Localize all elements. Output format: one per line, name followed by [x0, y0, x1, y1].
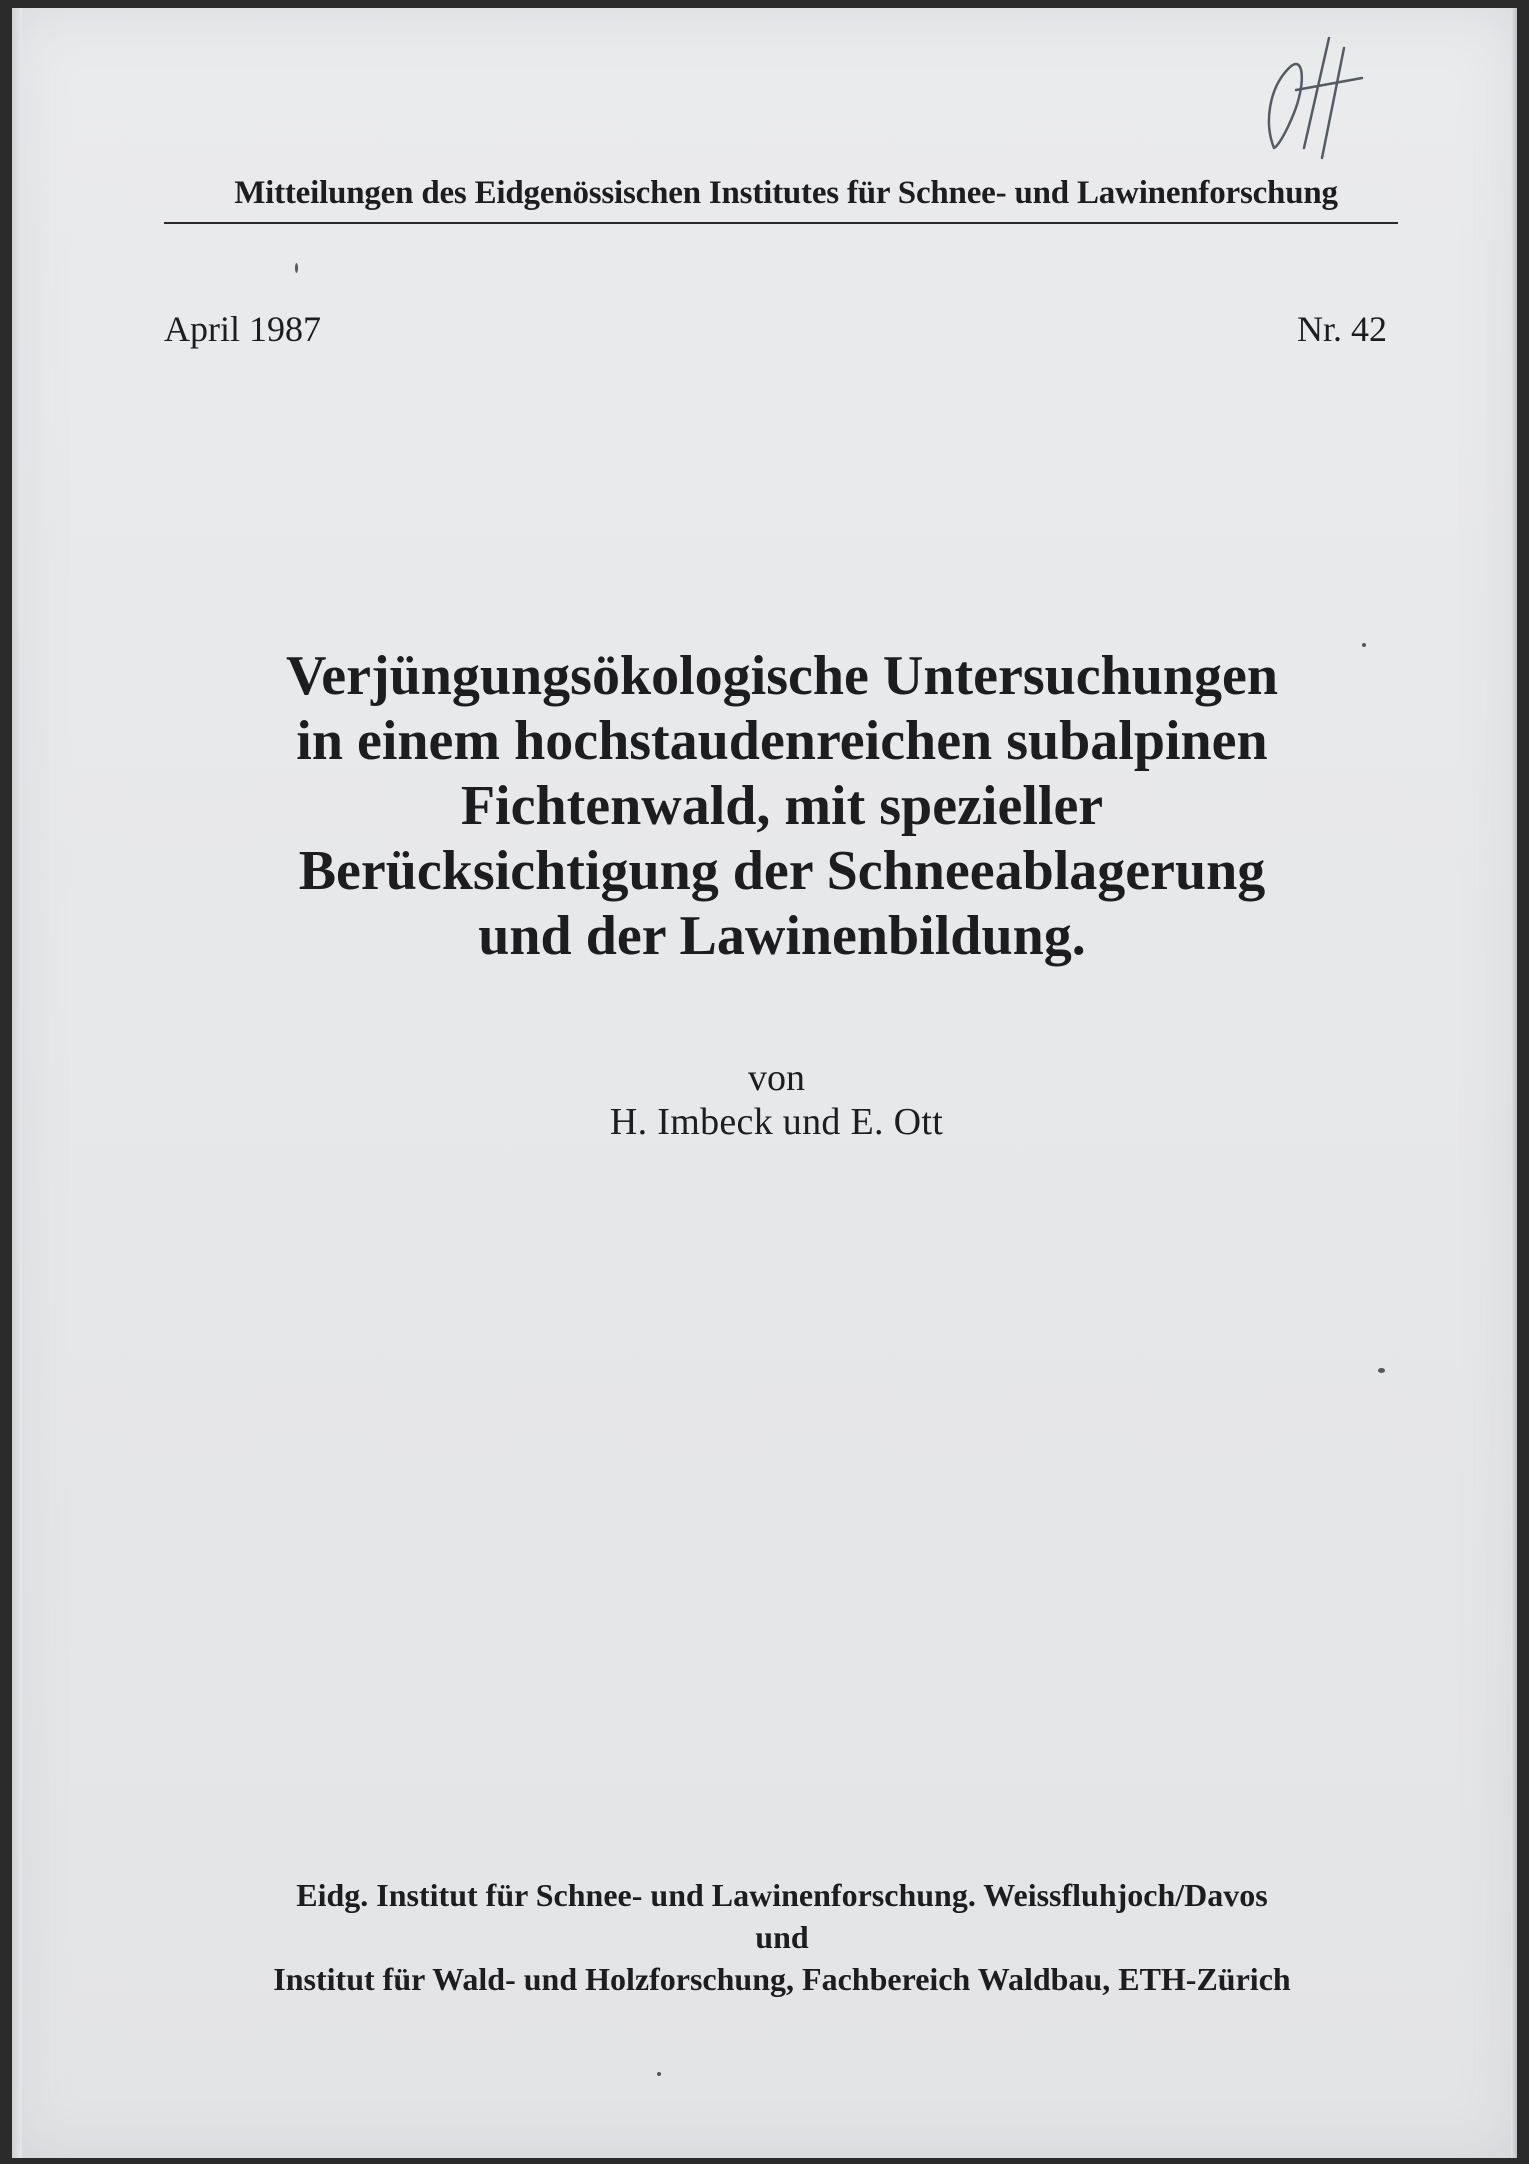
- title-line: und der Lawinenbildung.: [478, 905, 1086, 967]
- paper-speck: [657, 2072, 661, 2076]
- series-title: Mitteilungen des Eidgenössischen Institutes für Schnee- und Lawinenforschung: [234, 175, 1338, 211]
- title-line: in einem hochstaudenreichen subalpinen: [296, 710, 1268, 772]
- header-rule: [164, 222, 1398, 224]
- paper-speck: [1378, 1368, 1385, 1373]
- title-line: Verjüngungsökologische Untersuchungen: [285, 645, 1279, 707]
- report-title: [152, 644, 1412, 969]
- paper-speck: [1362, 643, 1366, 647]
- issue-number: Nr. 42: [1297, 309, 1387, 349]
- publisher-block: [152, 1874, 1412, 2000]
- paper-speck: [295, 263, 298, 273]
- authors: H. Imbeck und E. Ott: [609, 1101, 944, 1143]
- publisher-line: Institut für Wald- und Holzforschung, Fachbereich Waldbau, ETH-Zürich: [273, 1961, 1291, 1997]
- handwritten-mark: [1234, 28, 1364, 168]
- publisher-line: und: [755, 1919, 809, 1955]
- by-label: von: [748, 1057, 805, 1099]
- issue-date: April 1987: [164, 309, 321, 349]
- publisher-line: Eidg. Institut für Schnee- und Lawinenforschung. Weissfluhjoch/Davos: [296, 1877, 1268, 1913]
- title-line: Fichtenwald, mit spezieller: [460, 775, 1104, 837]
- title-line: Berücksichtigung der Schneeablagerung: [298, 840, 1266, 902]
- report-cover: [12, 8, 1517, 2158]
